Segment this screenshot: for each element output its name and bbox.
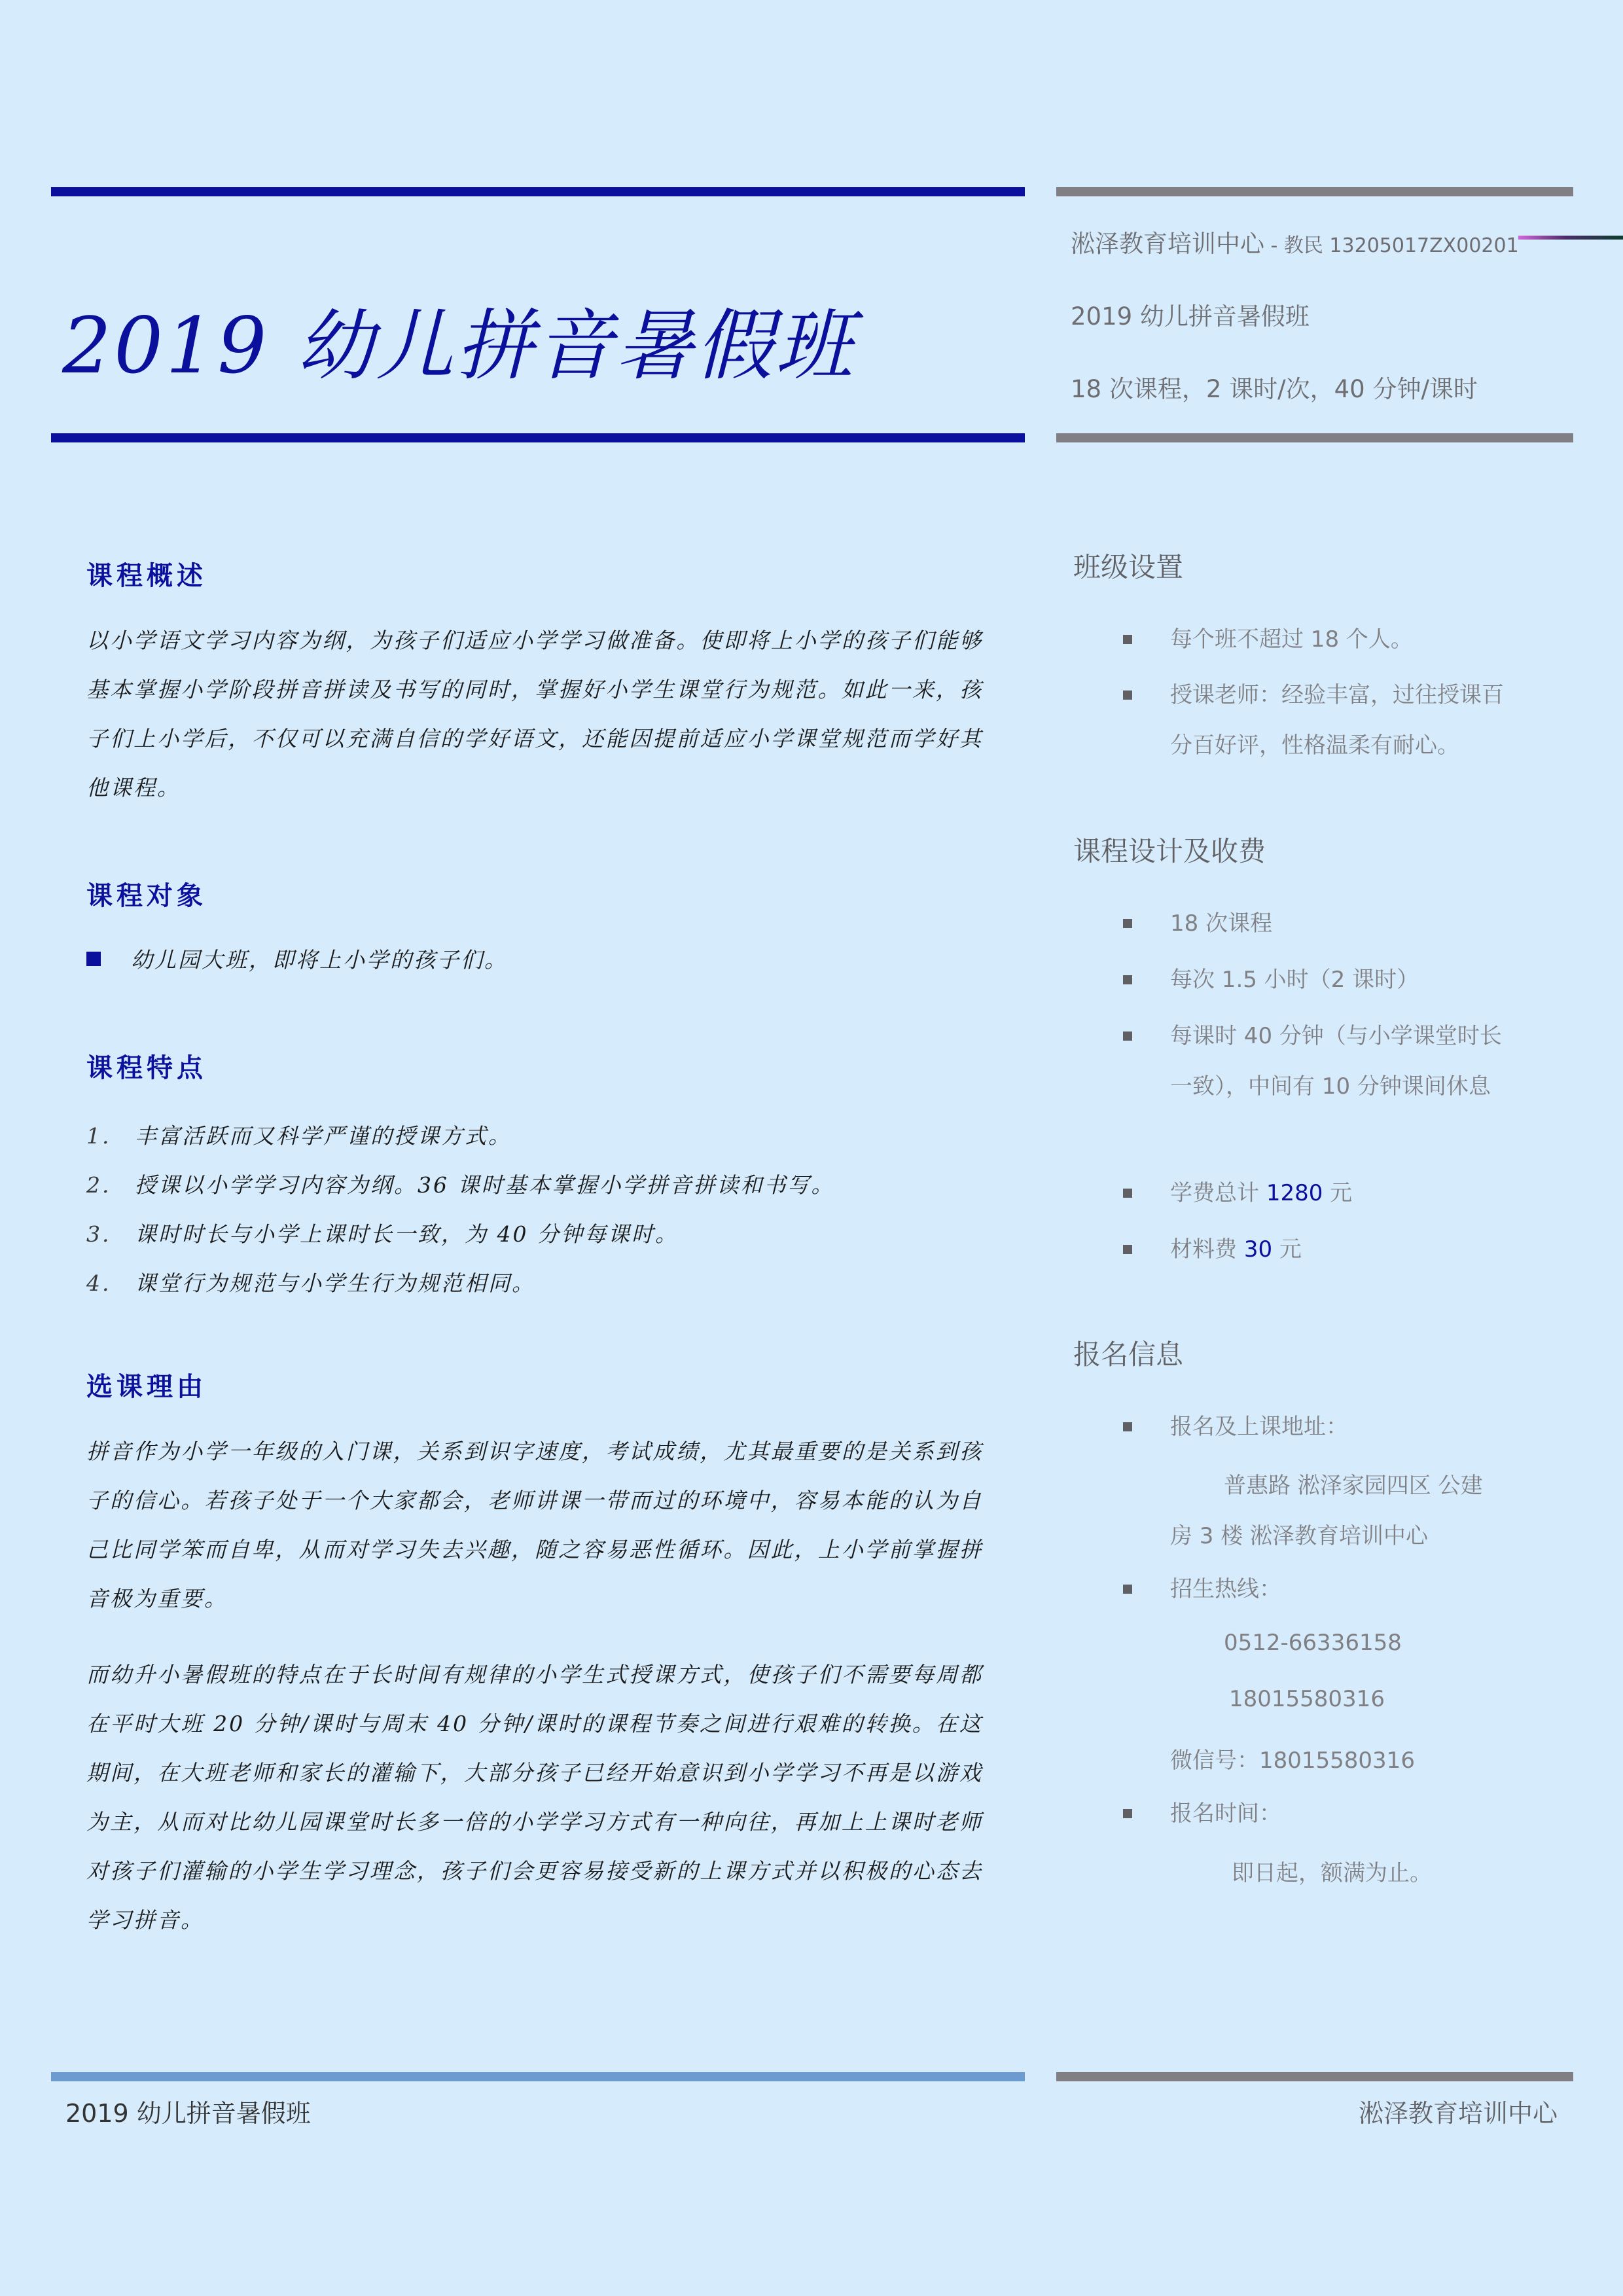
reasons-heading: 选课理由	[86, 1372, 207, 1402]
hotline-phone-2: 18015580316	[1229, 1686, 1385, 1712]
footer-left-rule	[51, 2072, 1025, 2081]
design-heading: 课程设计及收费	[1073, 835, 1266, 867]
overview-heading: 课程概述	[86, 561, 207, 591]
feature-text: 丰富活跃而又科学严谨的授课方式。	[135, 1123, 512, 1149]
material-value: 30	[1243, 1236, 1273, 1263]
signup-time-value: 即日起，额满为止。	[1232, 1860, 1432, 1886]
fee-unit: 元	[1323, 1180, 1353, 1206]
header-bottom-rule	[51, 433, 1025, 442]
signup-time-label: 报名时间：	[1170, 1801, 1281, 1827]
class-setup-item: 每个班不超过 18 个人。	[1170, 626, 1413, 653]
square-bullet-icon	[1123, 1245, 1132, 1254]
footer-course-name: 2019 幼儿拼音暑假班	[65, 2099, 311, 2128]
footer-org-name: 淞泽教育培训中心	[1358, 2099, 1558, 2128]
class-setup-item: 授课老师：经验丰富，过往授课百分百好评，性格温柔有耐心。	[1170, 682, 1504, 759]
feature-item	[86, 1119, 512, 1150]
org-line	[1071, 224, 1519, 259]
square-bullet-icon	[1123, 635, 1132, 644]
hotline-phone-1: 0512-66336158	[1224, 1630, 1402, 1656]
reasons-paragraph-1: 拼音作为小学一年级的入门课，关系到识字速度，考试成绩，尤其最重要的是关系到孩子的信心。若孩子处于一个大家都会，老师讲课一带而过的环境中，容易本能的认为自己比同学笨而自卑，从而对学习失去兴趣，随之容易恶性循环。因此，上小学前掌握拼音极为重要。	[86, 1439, 983, 1611]
footer-right-rule	[1056, 2072, 1573, 2081]
design-item: 每次 1.5 小时（2 课时）	[1170, 967, 1419, 993]
square-bullet-icon	[1123, 975, 1132, 984]
square-bullet-icon	[1123, 1031, 1132, 1041]
audience-text: 幼儿园大班，即将上小学的孩子们。	[131, 947, 508, 973]
feature-item	[86, 1266, 535, 1297]
fee-item	[1170, 1168, 1524, 1219]
class-setup-heading: 班级设置	[1073, 551, 1184, 583]
course-schedule: 18 次课程，2 课时/次，40 分钟/课时	[1071, 375, 1478, 403]
square-bullet-icon	[1123, 691, 1132, 700]
fee-value: 1280	[1266, 1180, 1323, 1206]
square-bullet-icon	[86, 952, 101, 966]
hotline-label: 招生热线：	[1170, 1576, 1281, 1602]
material-label: 材料费	[1170, 1236, 1244, 1263]
material-unit: 元	[1272, 1236, 1302, 1263]
wechat-id: 微信号：18015580316	[1170, 1748, 1415, 1774]
feature-number: 2.	[86, 1172, 111, 1198]
feature-number: 1.	[86, 1123, 111, 1149]
header-top-rule	[51, 187, 1025, 196]
square-bullet-icon	[1123, 1422, 1132, 1431]
feature-number: 3.	[86, 1221, 111, 1247]
side-bottom-rule	[1056, 433, 1573, 442]
audience-item	[86, 935, 508, 984]
square-bullet-icon	[1123, 1189, 1132, 1198]
audience-heading: 课程对象	[86, 881, 207, 911]
overview-text: 以小学语文学习内容为纲，为孩子们适应小学学习做准备。使即将上小学的孩子们能够基本掌握小学阶段拼音拼读及书写的同时，掌握好小学生课堂行为规范。如此一来，孩子们上小学后，不仅可以充满自信的学好语文，还能因提前适应小学课堂规范而学好其他课程。	[86, 628, 983, 800]
page-title: 2019 幼儿拼音暑假班	[62, 300, 855, 391]
course-name: 2019 幼儿拼音暑假班	[1071, 302, 1310, 331]
features-heading: 课程特点	[86, 1053, 207, 1083]
design-item: 每课时 40 分钟（与小学课堂时长一致），中间有 10 分钟课间休息	[1170, 1023, 1502, 1100]
decorative-accent-line	[1518, 236, 1623, 240]
feature-number: 4.	[86, 1270, 111, 1296]
reasons-paragraph-2: 而幼升小暑假班的特点在于长时间有规律的小学生式授课方式，使孩子们不需要每周都在平时大班 20 分钟/课时与周末 40 分钟/课时的课程节奏之间进行艰难的转换。在这期间，在大班老师和家长的灌输下，大部分孩子已经开始意识到小学学习不再是以游戏为主，从而对比幼儿园课堂时长多一倍的小学学习方式有一种向往，再加上上课时老师对孩子们灌输的小学生学习理念，孩子们会更容易接受新的上课方式并以积极的心态去学习拼音。	[86, 1662, 983, 1933]
feature-text: 课堂行为规范与小学生行为规范相同。	[135, 1270, 535, 1296]
side-top-rule	[1056, 187, 1573, 196]
square-bullet-icon	[1123, 1809, 1132, 1818]
material-fee-item	[1170, 1225, 1524, 1275]
fee-label: 学费总计	[1170, 1180, 1266, 1206]
org-license: - 教民 13205017ZX00201	[1264, 234, 1519, 257]
square-bullet-icon	[1123, 919, 1132, 928]
address-label: 报名及上课地址：	[1170, 1414, 1348, 1440]
square-bullet-icon	[1123, 1585, 1132, 1594]
signup-heading: 报名信息	[1073, 1338, 1184, 1371]
address-line-1: 普惠路 淞泽家园四区 公建	[1224, 1473, 1483, 1499]
design-item: 18 次课程	[1170, 910, 1273, 937]
feature-text: 课时时长与小学上课时长一致，为 40 分钟每课时。	[135, 1221, 679, 1247]
feature-item	[86, 1168, 834, 1199]
org-name: 淞泽教育培训中心	[1071, 230, 1264, 258]
address-line-2: 房 3 楼 淞泽教育培训中心	[1170, 1523, 1429, 1549]
feature-item	[86, 1217, 679, 1248]
feature-text: 授课以小学学习内容为纲。36 课时基本掌握小学拼音拼读和书写。	[135, 1172, 835, 1198]
